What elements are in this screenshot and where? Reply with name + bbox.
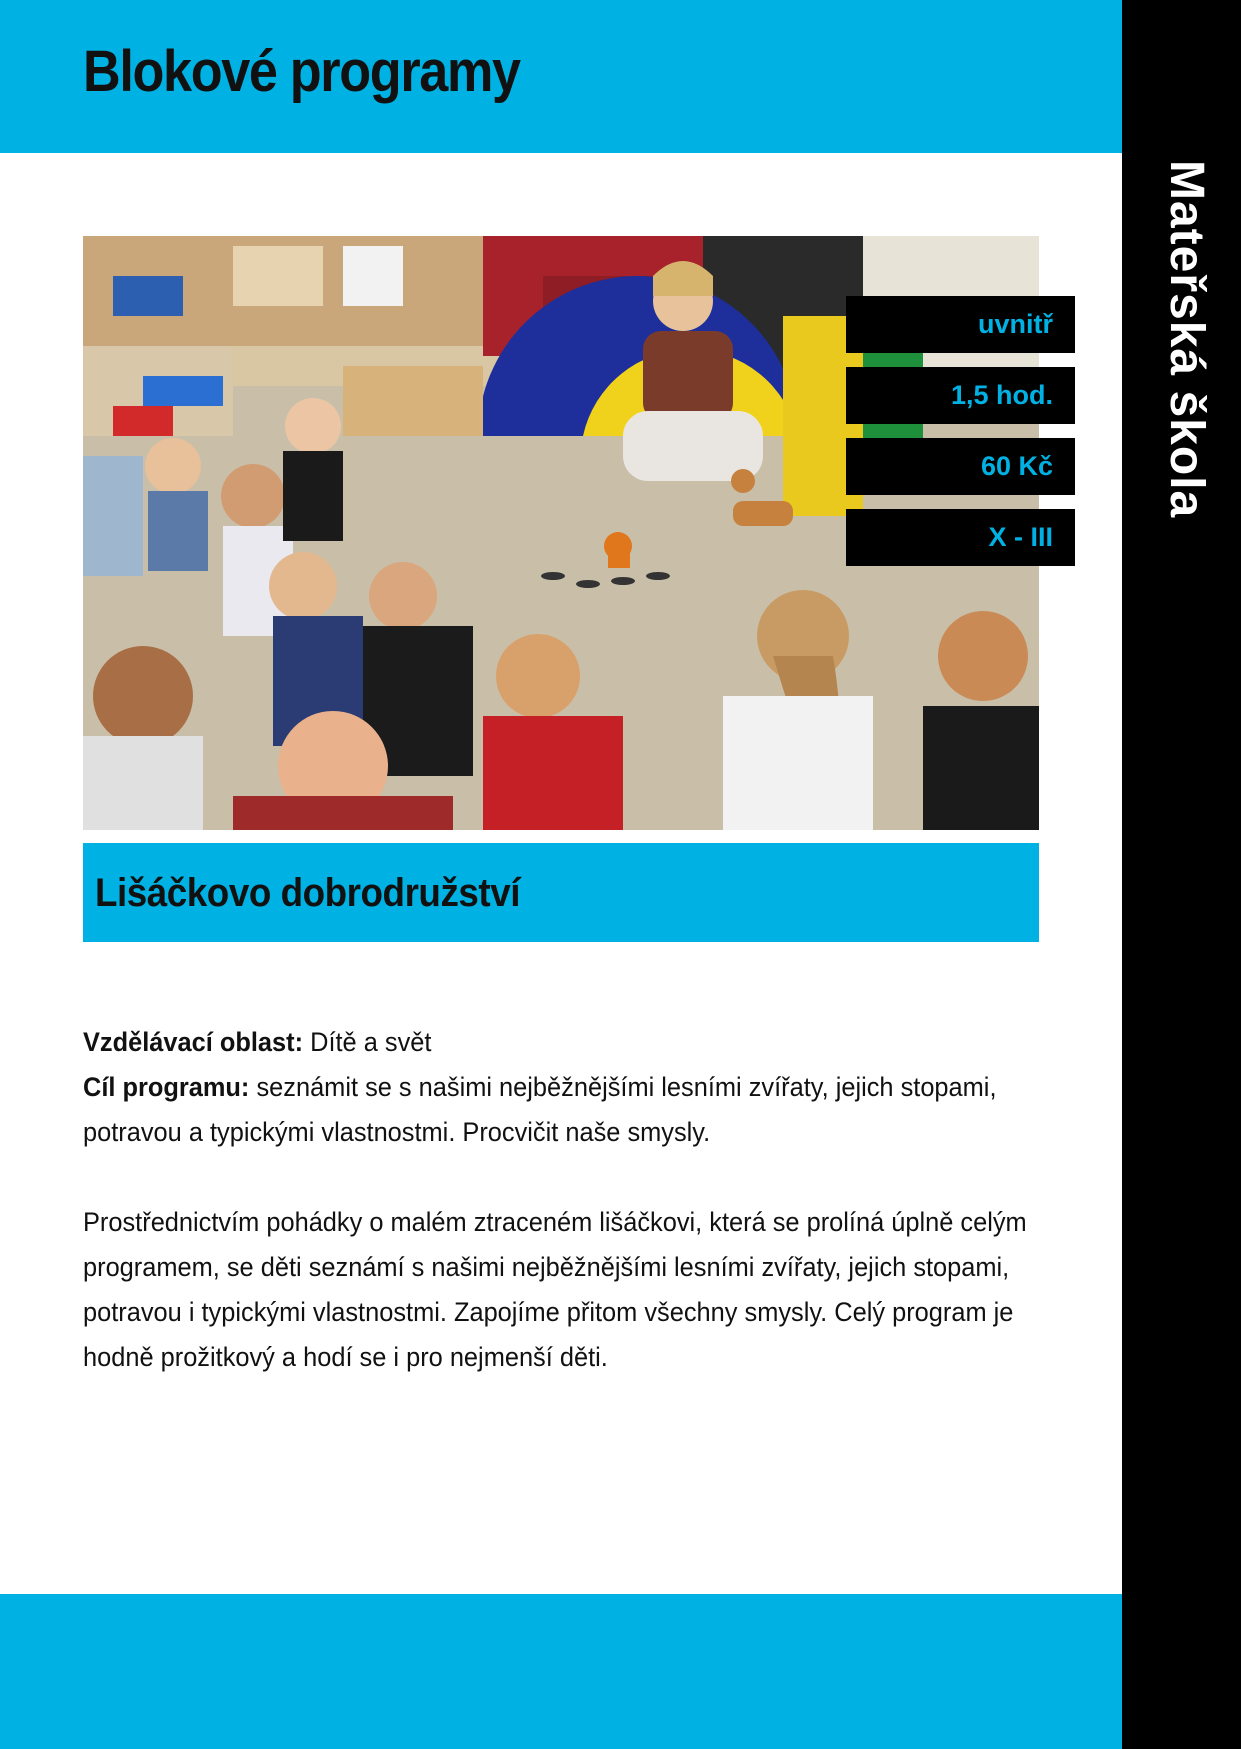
area-label: Vzdělávací oblast:: [83, 1027, 304, 1057]
footer-bar: [0, 1594, 1122, 1749]
program-title-bar: [83, 843, 1039, 942]
description-paragraph: Prostřednictvím pohádky o malém ztraceném lišáčkovi, která se prolíná úplně celým programem, se děti seznámí s našimi nejběžnějšími lesními zvířaty, jejich stopami, potravou i typickými vlastnostmi. Zapojíme přitom všechny smysly. Celý program je hodně prožitkový a hodí se i pro nejmenší děti.: [83, 1207, 1027, 1372]
area-value: Dítě a svět: [310, 1027, 432, 1057]
tag-price: 60 Kč: [846, 438, 1075, 495]
program-title: Lišáčkovo dobrodružství: [95, 871, 520, 915]
tag-months: X - III: [846, 509, 1075, 566]
program-tags: [846, 296, 1075, 580]
page-title: Blokové programy: [83, 39, 520, 104]
tag-duration: 1,5 hod.: [846, 367, 1075, 424]
goal-value: seznámit se s našimi nejběžnějšími lesními zvířaty, jejich stopami, potravou a typickými vlastnostmi. Procvičit naše smysly.: [83, 1072, 997, 1147]
side-label: Mateřská škola: [1160, 160, 1213, 519]
area-line: [83, 1020, 1043, 1065]
header-bar: [0, 0, 1122, 153]
goal-label: Cíl programu:: [83, 1072, 250, 1102]
tag-location: uvnitř: [846, 296, 1075, 353]
program-description: [83, 1020, 1043, 1380]
goal-line: [83, 1065, 1043, 1155]
